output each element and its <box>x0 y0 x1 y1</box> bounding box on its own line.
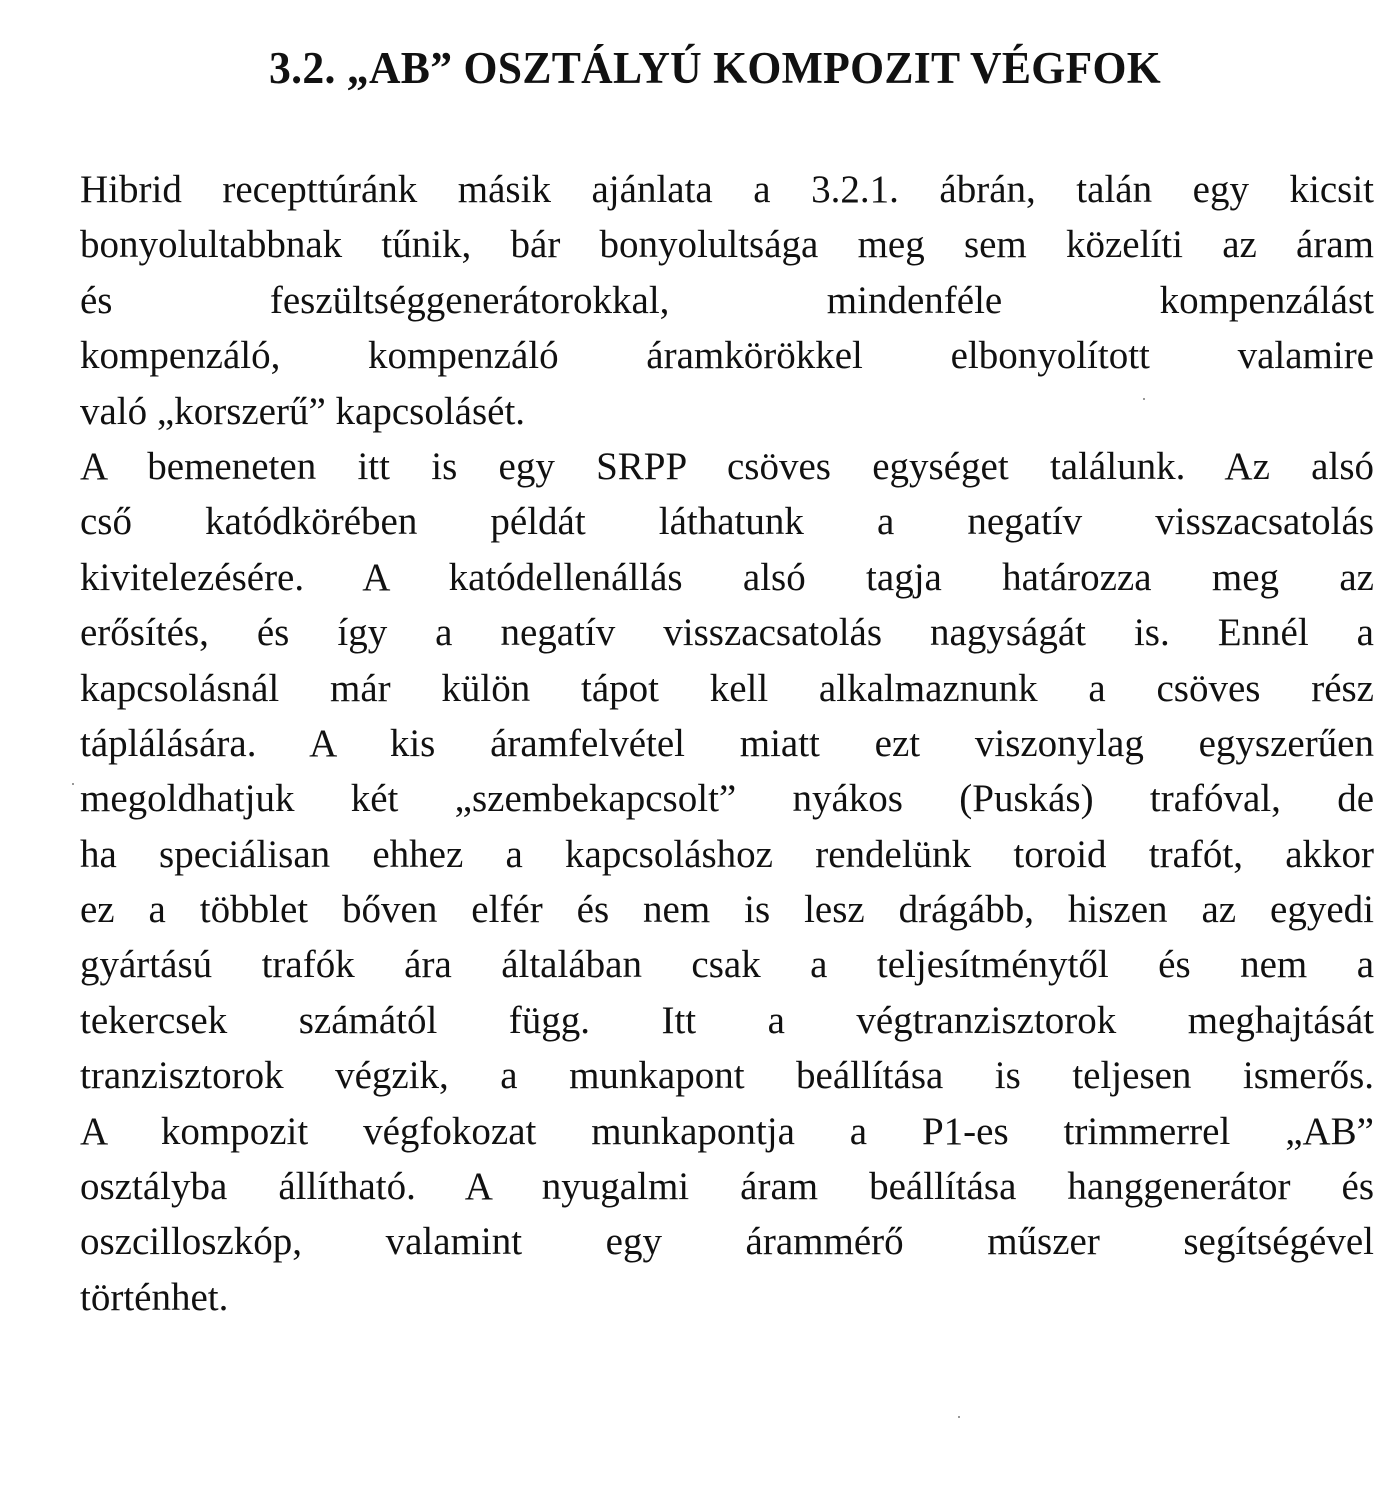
text-line <box>80 494 1374 549</box>
text-line <box>80 273 1374 328</box>
text-line-content: A bemeneten itt is egy SRPP csöves egységet találunk. Az alsó <box>80 444 1374 488</box>
text-line-content: kivitelezésére. A katódellenállás alsó tagja határozza meg az <box>80 555 1374 599</box>
text-line <box>80 1214 1374 1269</box>
text-line-content: táplálására. A kis áramfelvétel miatt ezt viszonylag egyszerűen <box>80 721 1374 765</box>
text-line <box>80 993 1374 1048</box>
paragraph-2 <box>80 439 1374 1325</box>
paragraph-1 <box>80 162 1374 439</box>
text-line-content: kapcsolásnál már külön tápot kell alkalmaznunk a csöves rész <box>80 666 1374 710</box>
scan-speck <box>72 783 74 785</box>
text-line <box>80 1270 1374 1325</box>
text-line <box>80 937 1374 992</box>
text-line-content: és feszültséggenerátorokkal, mindenféle kompenzálást <box>80 278 1374 322</box>
text-line-content: bonyolultabbnak tűnik, bár bonyolultsága meg sem közelíti az áram <box>80 223 1374 267</box>
text-line-content: oszcilloszkóp, valamint egy árammérő műszer segítségével <box>80 1220 1374 1264</box>
text-line <box>80 605 1374 660</box>
scan-speck <box>1143 398 1145 400</box>
text-line <box>80 1048 1374 1103</box>
text-line <box>80 328 1374 383</box>
text-line <box>80 1104 1374 1159</box>
scan-speck <box>958 1416 960 1418</box>
text-line-content: ha speciálisan ehhez a kapcsoláshoz rendelünk toroid trafót, akkor <box>80 832 1374 876</box>
text-line <box>80 1159 1374 1214</box>
text-line <box>80 384 1374 439</box>
text-line <box>80 217 1374 272</box>
text-line-content: Hibrid recepttúránk másik ajánlata a 3.2.1. ábrán, talán egy kicsit <box>80 168 1374 211</box>
text-line <box>80 661 1374 716</box>
text-line <box>80 439 1374 494</box>
body-text <box>80 162 1374 1325</box>
text-line <box>80 162 1374 217</box>
text-line-content: osztályba állítható. A nyugalmi áram beállítása hanggenerátor és <box>80 1165 1374 1209</box>
text-line-content: való „korszerű” kapcsolásét. <box>80 389 526 433</box>
text-line-content: erősítés, és így a negatív visszacsatolás nagyságát is. Ennél a <box>80 611 1374 655</box>
text-line <box>80 827 1374 882</box>
text-line <box>80 716 1374 771</box>
text-line <box>80 882 1374 937</box>
text-line-content: megoldhatjuk két „szembekapcsolt” nyákos (Puskás) trafóval, de <box>80 777 1374 821</box>
text-line-content: tranzisztorok végzik, a munkapont beállítása is teljesen ismerős. <box>80 1054 1374 1098</box>
text-line-content: cső katódkörében példát láthatunk a negatív visszacsatolás <box>80 500 1374 544</box>
text-line-content: ez a többlet bőven elfér és nem is lesz drágább, hiszen az egyedi <box>80 888 1374 932</box>
text-line <box>80 550 1374 605</box>
text-line-content: gyártású trafók ára általában csak a teljesítménytől és nem a <box>80 943 1374 987</box>
text-line-content: A kompozit végfokozat munkapontja a P1-es trimmerrel „AB” <box>80 1109 1374 1153</box>
text-line <box>80 771 1374 826</box>
text-line-content: tekercsek számától függ. Itt a végtranzisztorok meghajtását <box>80 998 1374 1042</box>
text-line-content: kompenzáló, kompenzáló áramkörökkel elbonyolított valamire <box>80 334 1374 378</box>
text-line-content: történhet. <box>80 1275 229 1319</box>
section-heading: 3.2. „AB” OSZTÁLYÚ KOMPOZIT VÉGFOK <box>269 43 1161 93</box>
